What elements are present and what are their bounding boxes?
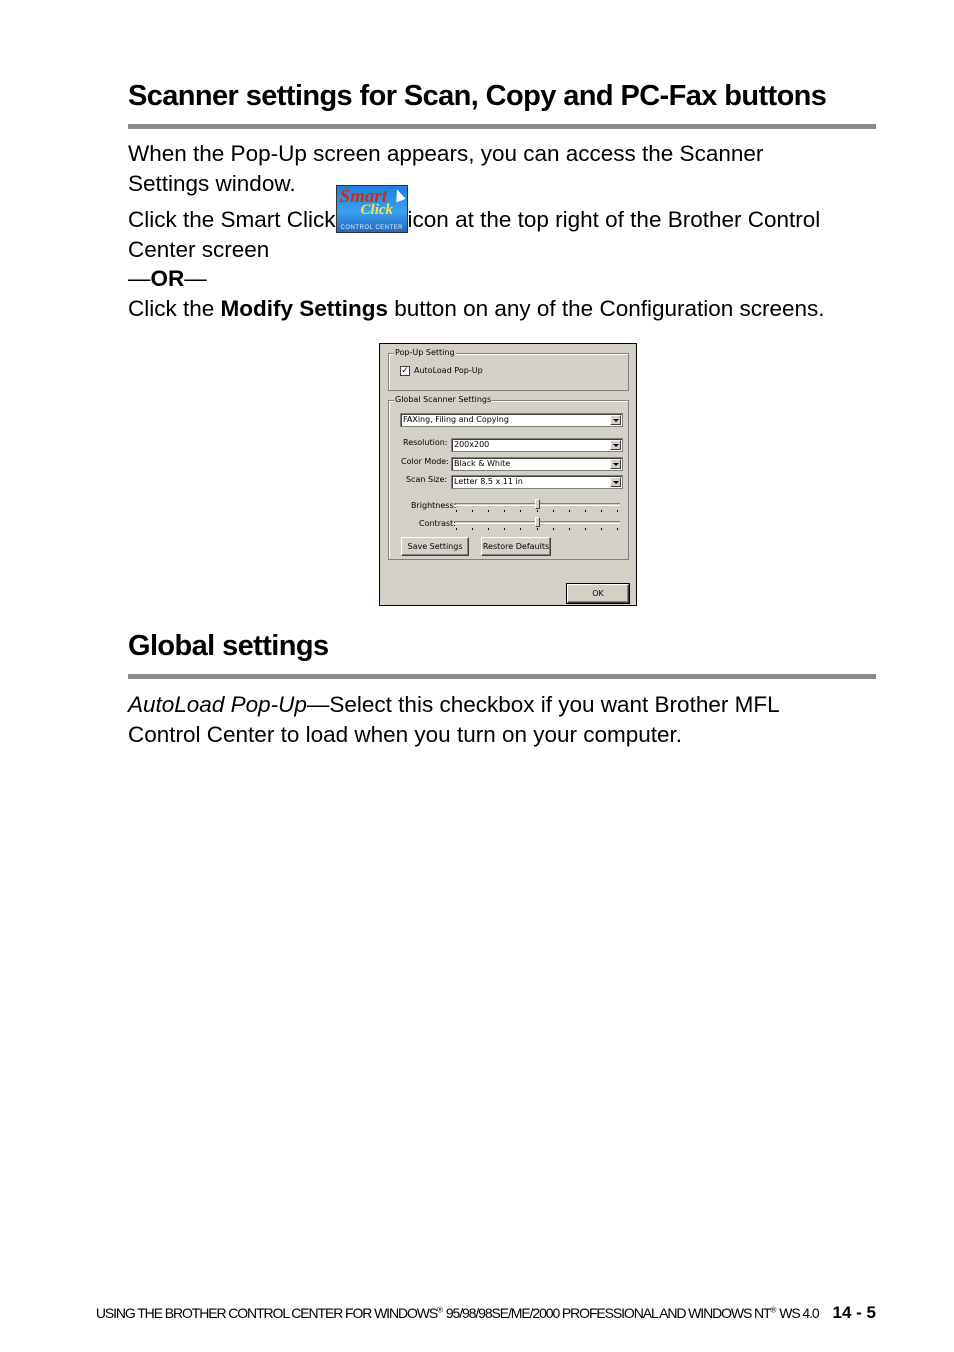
paragraph-line [128, 294, 825, 324]
text-span: Click the [128, 296, 221, 321]
or-text: OR [150, 266, 185, 291]
resolution-label: Resolution: [403, 438, 448, 447]
dash: — [128, 266, 151, 291]
slider-tick [601, 528, 602, 530]
paragraph-line [128, 690, 780, 720]
icon-text: Smart [339, 186, 388, 207]
slider-tick [585, 510, 586, 512]
footer-text: USING THE BROTHER CONTROL CENTER FOR WINDOWS [95, 1305, 438, 1321]
icon-text: Click [360, 202, 394, 218]
slider-tick [617, 510, 618, 512]
paragraph-line: When the Pop-Up screen appears, you can access the Scanner [128, 141, 764, 166]
or-separator [128, 264, 207, 294]
select-value: Letter 8.5 x 11 in [454, 477, 523, 486]
smart-click-icon [336, 185, 408, 233]
slider-tick [456, 528, 457, 530]
slider-tick [617, 528, 618, 530]
paragraph-line: Control Center to load when you turn on your computer. [128, 722, 683, 747]
select-value: FAXing, Filing and Copying [403, 415, 509, 424]
contrast-slider[interactable] [454, 518, 620, 532]
icon-text: CONTROL CENTER [340, 225, 403, 231]
slider-tick [569, 510, 570, 512]
heading-rule [128, 124, 876, 129]
chevron-down-icon[interactable] [610, 440, 621, 450]
autoload-term: AutoLoad Pop-Up [128, 692, 307, 717]
paragraph-line: Settings window. [128, 171, 296, 196]
footer-text: 95/98/98SE/ME/2000 PROFESSIONAL AND WINDOWS NT [443, 1305, 771, 1321]
chevron-down-icon[interactable] [610, 459, 621, 469]
scanner-settings-dialog [379, 343, 637, 606]
slider-tick [488, 528, 489, 530]
brightness-slider[interactable] [454, 500, 620, 514]
select-value: Black & White [454, 459, 511, 468]
text-span: Click the Smart Click [128, 207, 336, 232]
global-scanner-settings-group [388, 395, 629, 560]
slider-tick [537, 510, 538, 512]
group-legend: Pop-Up Setting [395, 348, 455, 357]
slider-tick [585, 528, 586, 530]
footer-text: WS 4.0 [776, 1305, 819, 1321]
heading-rule [128, 674, 876, 679]
slider-thumb[interactable] [535, 499, 540, 509]
slider-tick [472, 510, 473, 512]
save-settings-button[interactable]: Save Settings [401, 537, 469, 556]
group-legend: Global Scanner Settings [395, 395, 492, 404]
color-mode-select[interactable] [451, 457, 623, 471]
autoload-popup-label: AutoLoad Pop-Up [414, 366, 483, 375]
text-span: button on any of the Configuration screens. [388, 296, 825, 321]
registered-mark: ® [770, 1305, 777, 1315]
brightness-label: Brightness: [411, 501, 457, 510]
dash: — [184, 266, 207, 291]
slider-tick [472, 528, 473, 530]
page-number: 14 - 5 [832, 1303, 876, 1322]
section-heading-global-settings: Global settings [128, 630, 329, 662]
slider-tick [520, 510, 521, 512]
resolution-select[interactable] [451, 438, 623, 452]
scan-size-select[interactable] [451, 475, 623, 489]
paragraph-line: Center screen [128, 237, 270, 262]
chevron-down-icon[interactable] [610, 477, 621, 487]
slider-tick [537, 528, 538, 530]
slider-tick [456, 510, 457, 512]
page-footer [96, 1303, 876, 1323]
cursor-icon [392, 188, 406, 203]
slider-tick [553, 510, 554, 512]
paragraph-line [128, 186, 821, 235]
slider-tick [504, 528, 505, 530]
slider-tick [601, 510, 602, 512]
section-heading-scanner-settings: Scanner settings for Scan, Copy and PC-Fax buttons [128, 80, 827, 112]
slider-thumb[interactable] [535, 517, 540, 527]
slider-tick [569, 528, 570, 530]
slider-tick [504, 510, 505, 512]
text-span: —Select this checkbox if you want Brother MFL [306, 692, 780, 717]
autoload-popup-checkbox[interactable]: ✓ [401, 366, 409, 376]
color-mode-label: Color Mode: [401, 457, 449, 466]
ok-button[interactable]: OK [567, 584, 629, 603]
text-span: icon at the top right of the Brother Control [407, 207, 821, 232]
restore-defaults-button[interactable]: Restore Defaults [481, 537, 551, 556]
contrast-label: Contrast: [419, 519, 456, 528]
chevron-down-icon[interactable] [610, 415, 621, 425]
profile-select[interactable] [400, 413, 623, 427]
slider-tick [488, 510, 489, 512]
slider-tick [520, 528, 521, 530]
select-value: 200x200 [454, 440, 490, 449]
popup-setting-group [388, 348, 629, 391]
modify-settings-term: Modify Settings [220, 296, 389, 321]
slider-tick [553, 528, 554, 530]
scan-size-label: Scan Size: [406, 475, 448, 484]
registered-mark: ® [437, 1305, 444, 1315]
